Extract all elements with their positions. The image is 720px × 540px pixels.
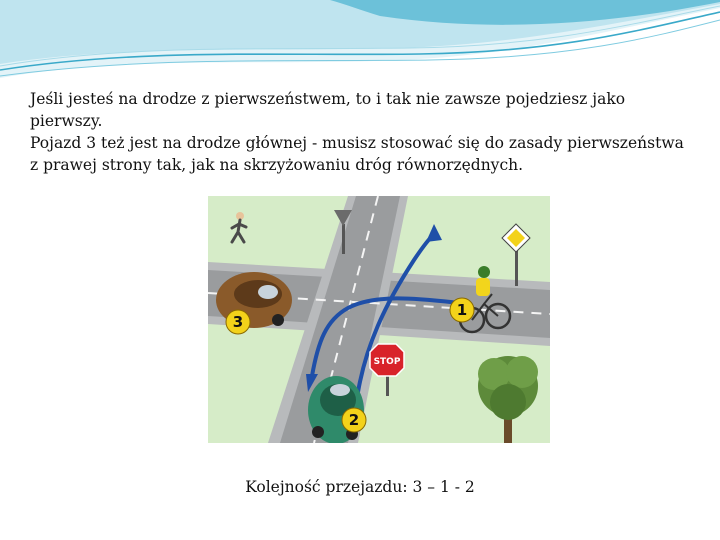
cyclist-1-number: 1	[456, 301, 468, 319]
intersection-illustration	[208, 196, 550, 443]
vehicle-3-car	[216, 272, 292, 334]
vehicle-3-number: 3	[232, 313, 244, 331]
passage-order-caption: Kolejność przejazdu: 3 – 1 - 2	[245, 478, 475, 496]
body-text	[30, 88, 690, 176]
paragraph-priority-road: Jeśli jesteś na drodze z pierwszeństwem, to i tak nie zawsze pojedziesz jako pierwszy.	[30, 90, 626, 130]
paragraph-right-hand-rule: Pojazd 3 też jest na drodze głównej - musisz stosować się do zasady pierwszeństwa z prawej strony tak, jak na skrzyżowaniu dróg równorzędnych.	[30, 134, 684, 174]
vehicle-2-number: 2	[348, 411, 360, 429]
header-wave-decoration	[0, 0, 720, 90]
stop-sign-text: STOP	[373, 357, 401, 367]
